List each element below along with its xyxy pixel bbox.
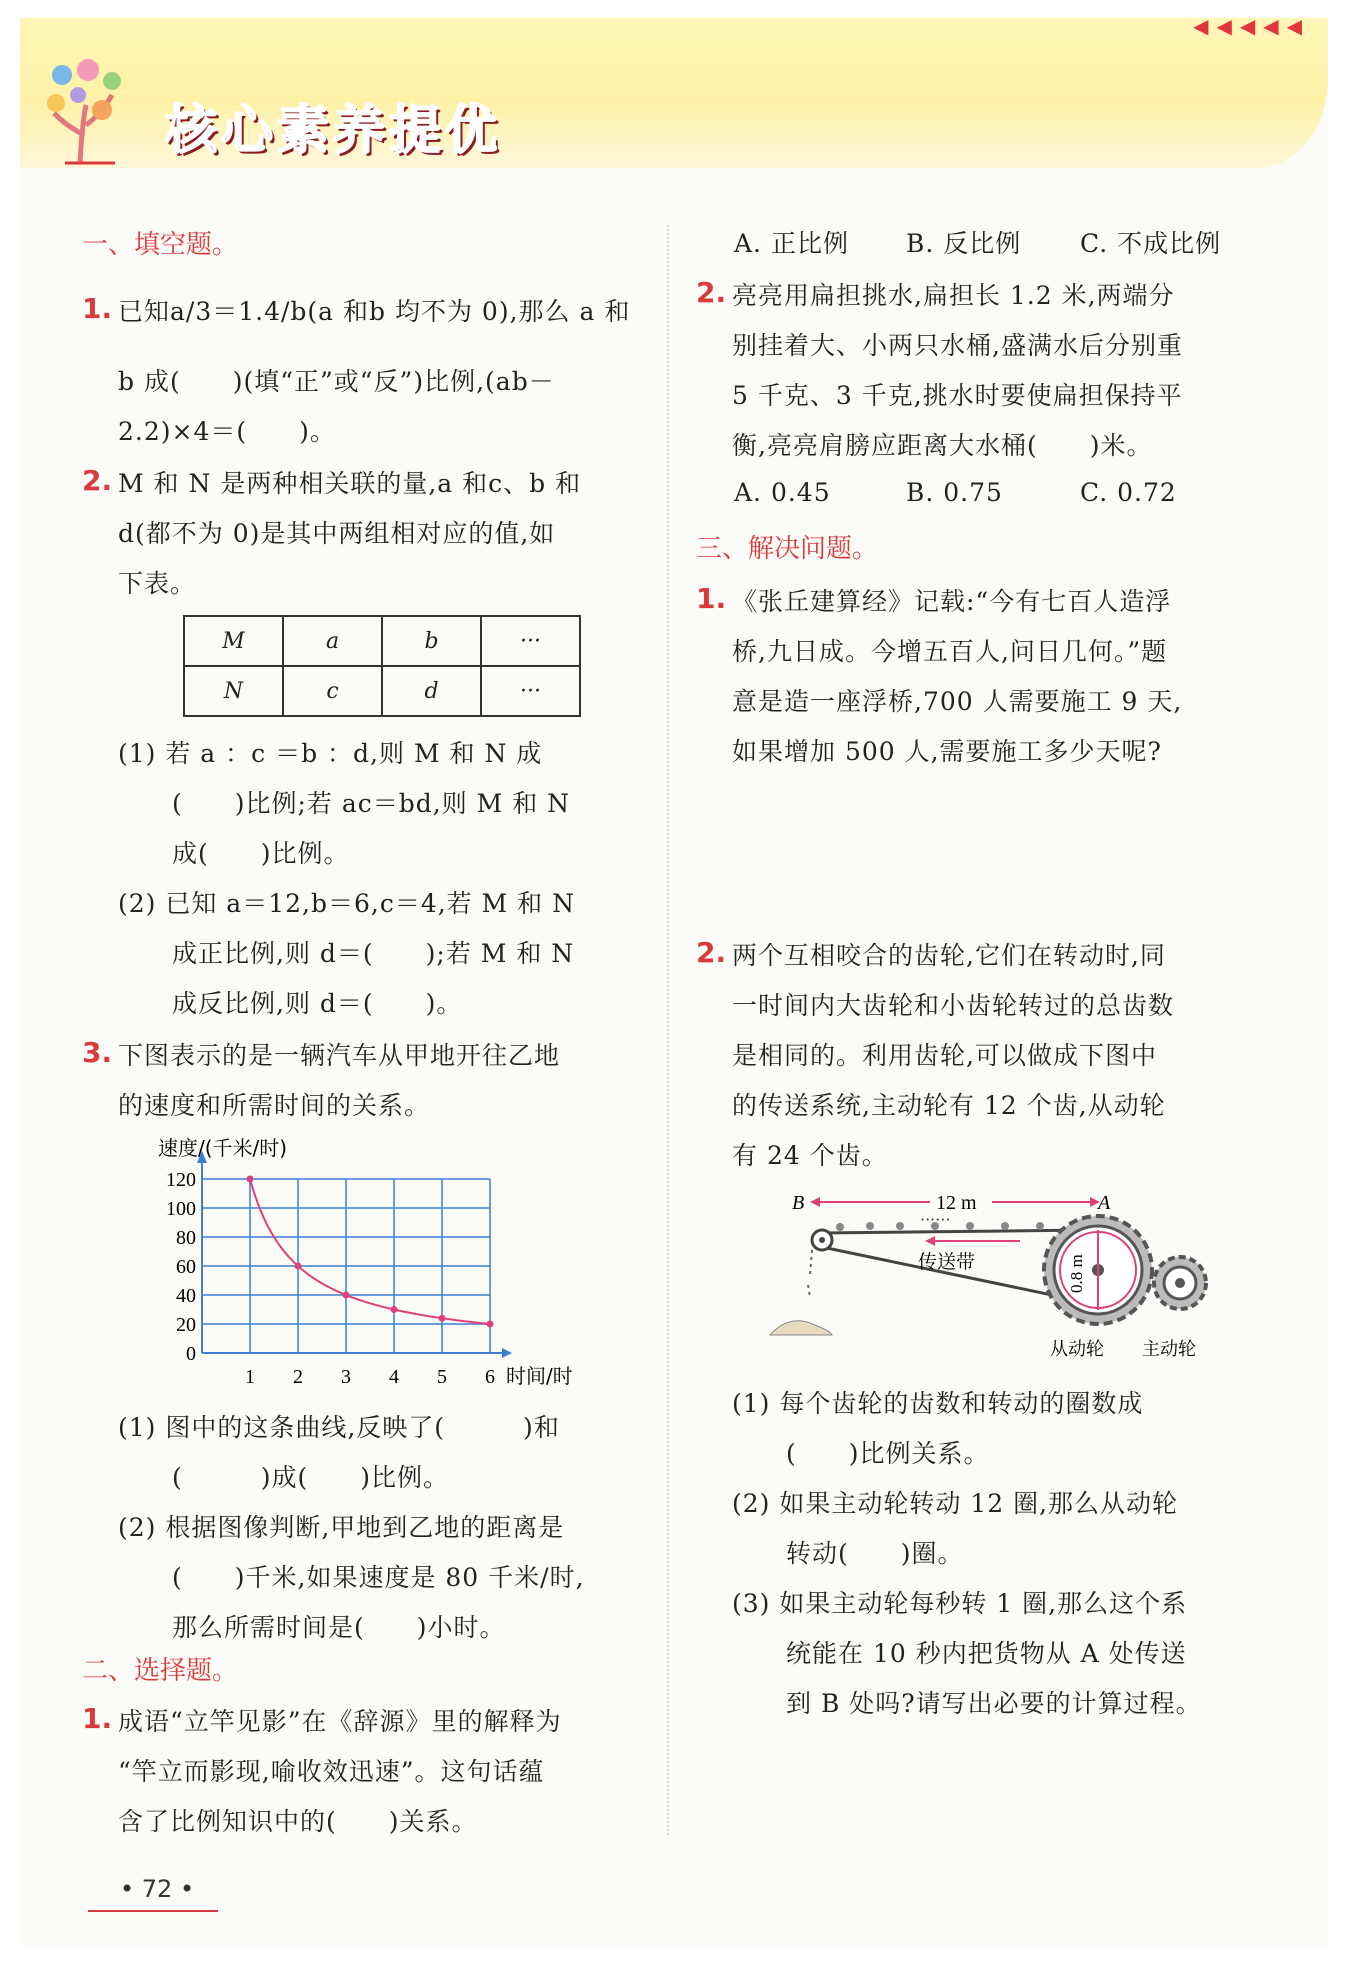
column-divider <box>667 225 669 1835</box>
q2-number: 2. <box>82 464 113 497</box>
table-cell: ··· <box>481 666 580 716</box>
q3-part1-line2: ( )成( )比例。 <box>172 1463 450 1492</box>
q3-part2-line2: ( )千米,如果速度是 80 千米/时, <box>172 1563 585 1592</box>
y-tick-label: 100 <box>166 1198 196 1220</box>
section-solve: 三、解决问题。 <box>696 534 879 564</box>
label-driver: 主动轮 <box>1142 1339 1196 1360</box>
q3-line1: 下图表示的是一辆汽车从甲地开往乙地 <box>118 1041 561 1070</box>
solve2-line4: 的传送系统,主动轮有 12 个齿,从动轮 <box>732 1091 1166 1120</box>
solve2-line2: 一时间内大齿轮和小齿轮转过的总齿数 <box>732 991 1175 1020</box>
q3-line2: 的速度和所需时间的关系。 <box>118 1091 431 1120</box>
x-axis-label: 时间/时 <box>506 1364 573 1388</box>
choice2-option-b: B. 0.75 <box>906 478 1003 507</box>
choice1-option-a: A. 正比例 <box>734 229 849 258</box>
table-cell: a <box>283 616 382 666</box>
label-b: B <box>792 1192 805 1214</box>
q2-part2-line3: 成反比例,则 d＝( )。 <box>172 989 463 1018</box>
solve2-part3-line1: (3) 如果主动轮每秒转 1 圈,那么这个系 <box>732 1589 1188 1618</box>
tree-logo-icon <box>40 55 135 165</box>
q2-line1: M 和 N 是两种相关联的量,a 和c、b 和 <box>118 469 582 498</box>
solve2-line1: 两个互相咬合的齿轮,它们在转动时,同 <box>732 941 1166 970</box>
q2-line2: d(都不为 0)是其中两组相对应的值,如 <box>118 519 556 548</box>
solve2-line3: 是相同的。利用齿轮,可以做成下图中 <box>732 1041 1157 1070</box>
solve2-part1-line2: ( )比例关系。 <box>786 1439 990 1468</box>
solve2-number: 2. <box>696 936 727 969</box>
choice1-line2: “竿立而影现,喻收效迅速”。这句话蕴 <box>118 1757 545 1786</box>
data-point <box>247 1176 254 1183</box>
choice1-number: 1. <box>82 1702 113 1735</box>
solve1-line1: 《张丘建算经》记载:“今有七百人造浮 <box>732 587 1172 616</box>
section-choice: 二、选择题。 <box>82 1656 239 1686</box>
q1-line2: b 成( )(填“正”或“反”)比例,(ab－ <box>118 367 555 396</box>
y-tick-label: 80 <box>176 1227 196 1249</box>
choice2-line3: 5 千克、3 千克,挑水时要使扁担保持平 <box>732 381 1183 410</box>
choice1-line1: 成语“立竿见影”在《辞源》里的解释为 <box>118 1707 562 1736</box>
svg-text:······: ······ <box>920 1210 951 1229</box>
label-length: 12 m <box>936 1192 977 1214</box>
q3-part1-line1: (1) 图中的这条曲线,反映了( )和 <box>118 1413 560 1442</box>
q2-part2-line1: (2) 已知 a＝12,b＝6,c＝4,若 M 和 N <box>118 889 575 918</box>
table-cell: N <box>184 666 283 716</box>
q2-part2-line2: 成正比例,则 d＝( );若 M 和 N <box>172 939 575 968</box>
table-row <box>184 666 580 716</box>
label-diameter: 0.8 m <box>1067 1254 1086 1293</box>
data-point <box>343 1292 350 1299</box>
y-tick-label: 60 <box>176 1256 196 1278</box>
q2-part1-line2: ( )比例;若 ac＝bd,则 M 和 N <box>172 789 571 818</box>
solve2-part1-line1: (1) 每个齿轮的齿数和转动的圈数成 <box>732 1389 1144 1418</box>
choice2-option-a: A. 0.45 <box>734 478 831 507</box>
driver-gear-icon <box>1154 1257 1206 1309</box>
y-tick-label: 0 <box>186 1343 196 1365</box>
choice2-line4: 衡,亮亮肩膀应距离大水桶( )米。 <box>732 431 1153 460</box>
choice1-line3: 含了比例知识中的( )关系。 <box>118 1807 478 1836</box>
x-tick-label: 3 <box>341 1366 351 1388</box>
q1-number: 1. <box>82 292 113 325</box>
solve2-part3-line3: 到 B 处吗?请写出必要的计算过程。 <box>786 1689 1202 1718</box>
table-cell: b <box>382 616 481 666</box>
choice1-option-c: C. 不成比例 <box>1080 229 1222 258</box>
header-arrows: ◀◀◀◀◀ <box>1193 14 1310 38</box>
speed-time-chart <box>150 1135 620 1395</box>
conveyor-gear-diagram <box>760 1185 1230 1375</box>
data-point <box>439 1315 446 1322</box>
mn-table <box>183 615 581 717</box>
table-cell: c <box>283 666 382 716</box>
x-tick-label: 6 <box>485 1366 495 1388</box>
choice2-line2: 别挂着大、小两只水桶,盛满水后分别重 <box>732 331 1183 360</box>
solve2-part3-line2: 统能在 10 秒内把货物从 A 处传送 <box>786 1639 1187 1668</box>
section-fill-blank: 一、填空题。 <box>82 230 239 260</box>
q1-line3: 2.2)×4＝( )。 <box>118 417 336 446</box>
choice1-option-b: B. 反比例 <box>906 229 1022 258</box>
q1-line1: 已知a/3＝1.4/b(a 和b 均不为 0),那么 a 和 <box>118 297 631 326</box>
table-cell: M <box>184 616 283 666</box>
label-a: A <box>1098 1192 1111 1214</box>
q3-part2-line1: (2) 根据图像判断,甲地到乙地的距离是 <box>118 1513 565 1542</box>
y-tick-label: 120 <box>166 1169 196 1191</box>
x-tick-label: 5 <box>437 1366 447 1388</box>
choice2-line1: 亮亮用扁担挑水,扁担长 1.2 米,两端分 <box>732 281 1175 310</box>
y-axis-label: 速度/(千米/时) <box>158 1136 288 1160</box>
solve2-line5: 有 24 个齿。 <box>732 1141 888 1170</box>
label-belt: 传送带 <box>918 1251 976 1273</box>
x-tick-label: 2 <box>293 1366 303 1388</box>
q2-line3: 下表。 <box>118 569 197 598</box>
label-driven: 从动轮 <box>1050 1339 1104 1360</box>
x-tick-label: 4 <box>389 1366 399 1388</box>
data-point <box>391 1306 398 1313</box>
page-number-underline <box>88 1910 218 1912</box>
q2-part1-line1: (1) 若 a ：c ＝b ：d,则 M 和 N 成 <box>118 739 543 768</box>
solve2-part2-line2: 转动( )圈。 <box>786 1539 964 1568</box>
table-cell: d <box>382 666 481 716</box>
x-tick-label: 1 <box>245 1366 255 1388</box>
solve2-part2-line1: (2) 如果主动轮转动 12 圈,那么从动轮 <box>732 1489 1179 1518</box>
x-axis-arrow <box>502 1348 512 1358</box>
data-point <box>295 1263 302 1270</box>
q3-number: 3. <box>82 1036 113 1069</box>
q3-part2-line3: 那么所需时间是( )小时。 <box>172 1613 506 1642</box>
header-title: 核心素养提优 <box>165 101 502 161</box>
y-tick-label: 40 <box>176 1285 196 1307</box>
table-cell: ··· <box>481 616 580 666</box>
table-row <box>184 616 580 666</box>
solve1-number: 1. <box>696 582 727 615</box>
series-line <box>250 1179 490 1324</box>
solve1-line2: 桥,九日成。今增五百人,问日几何。”题 <box>732 637 1168 666</box>
data-point <box>487 1321 494 1328</box>
y-tick-label: 20 <box>176 1314 196 1336</box>
choice2-number: 2. <box>696 276 727 309</box>
q2-part1-line3: 成( )比例。 <box>172 839 350 868</box>
solve1-line4: 如果增加 500 人,需要施工多少天呢? <box>732 737 1162 766</box>
choice2-option-c: C. 0.72 <box>1080 478 1177 507</box>
solve1-line3: 意是造一座浮桥,700 人需要施工 9 天, <box>732 687 1183 716</box>
page-number: • 72 • <box>120 1875 195 1903</box>
